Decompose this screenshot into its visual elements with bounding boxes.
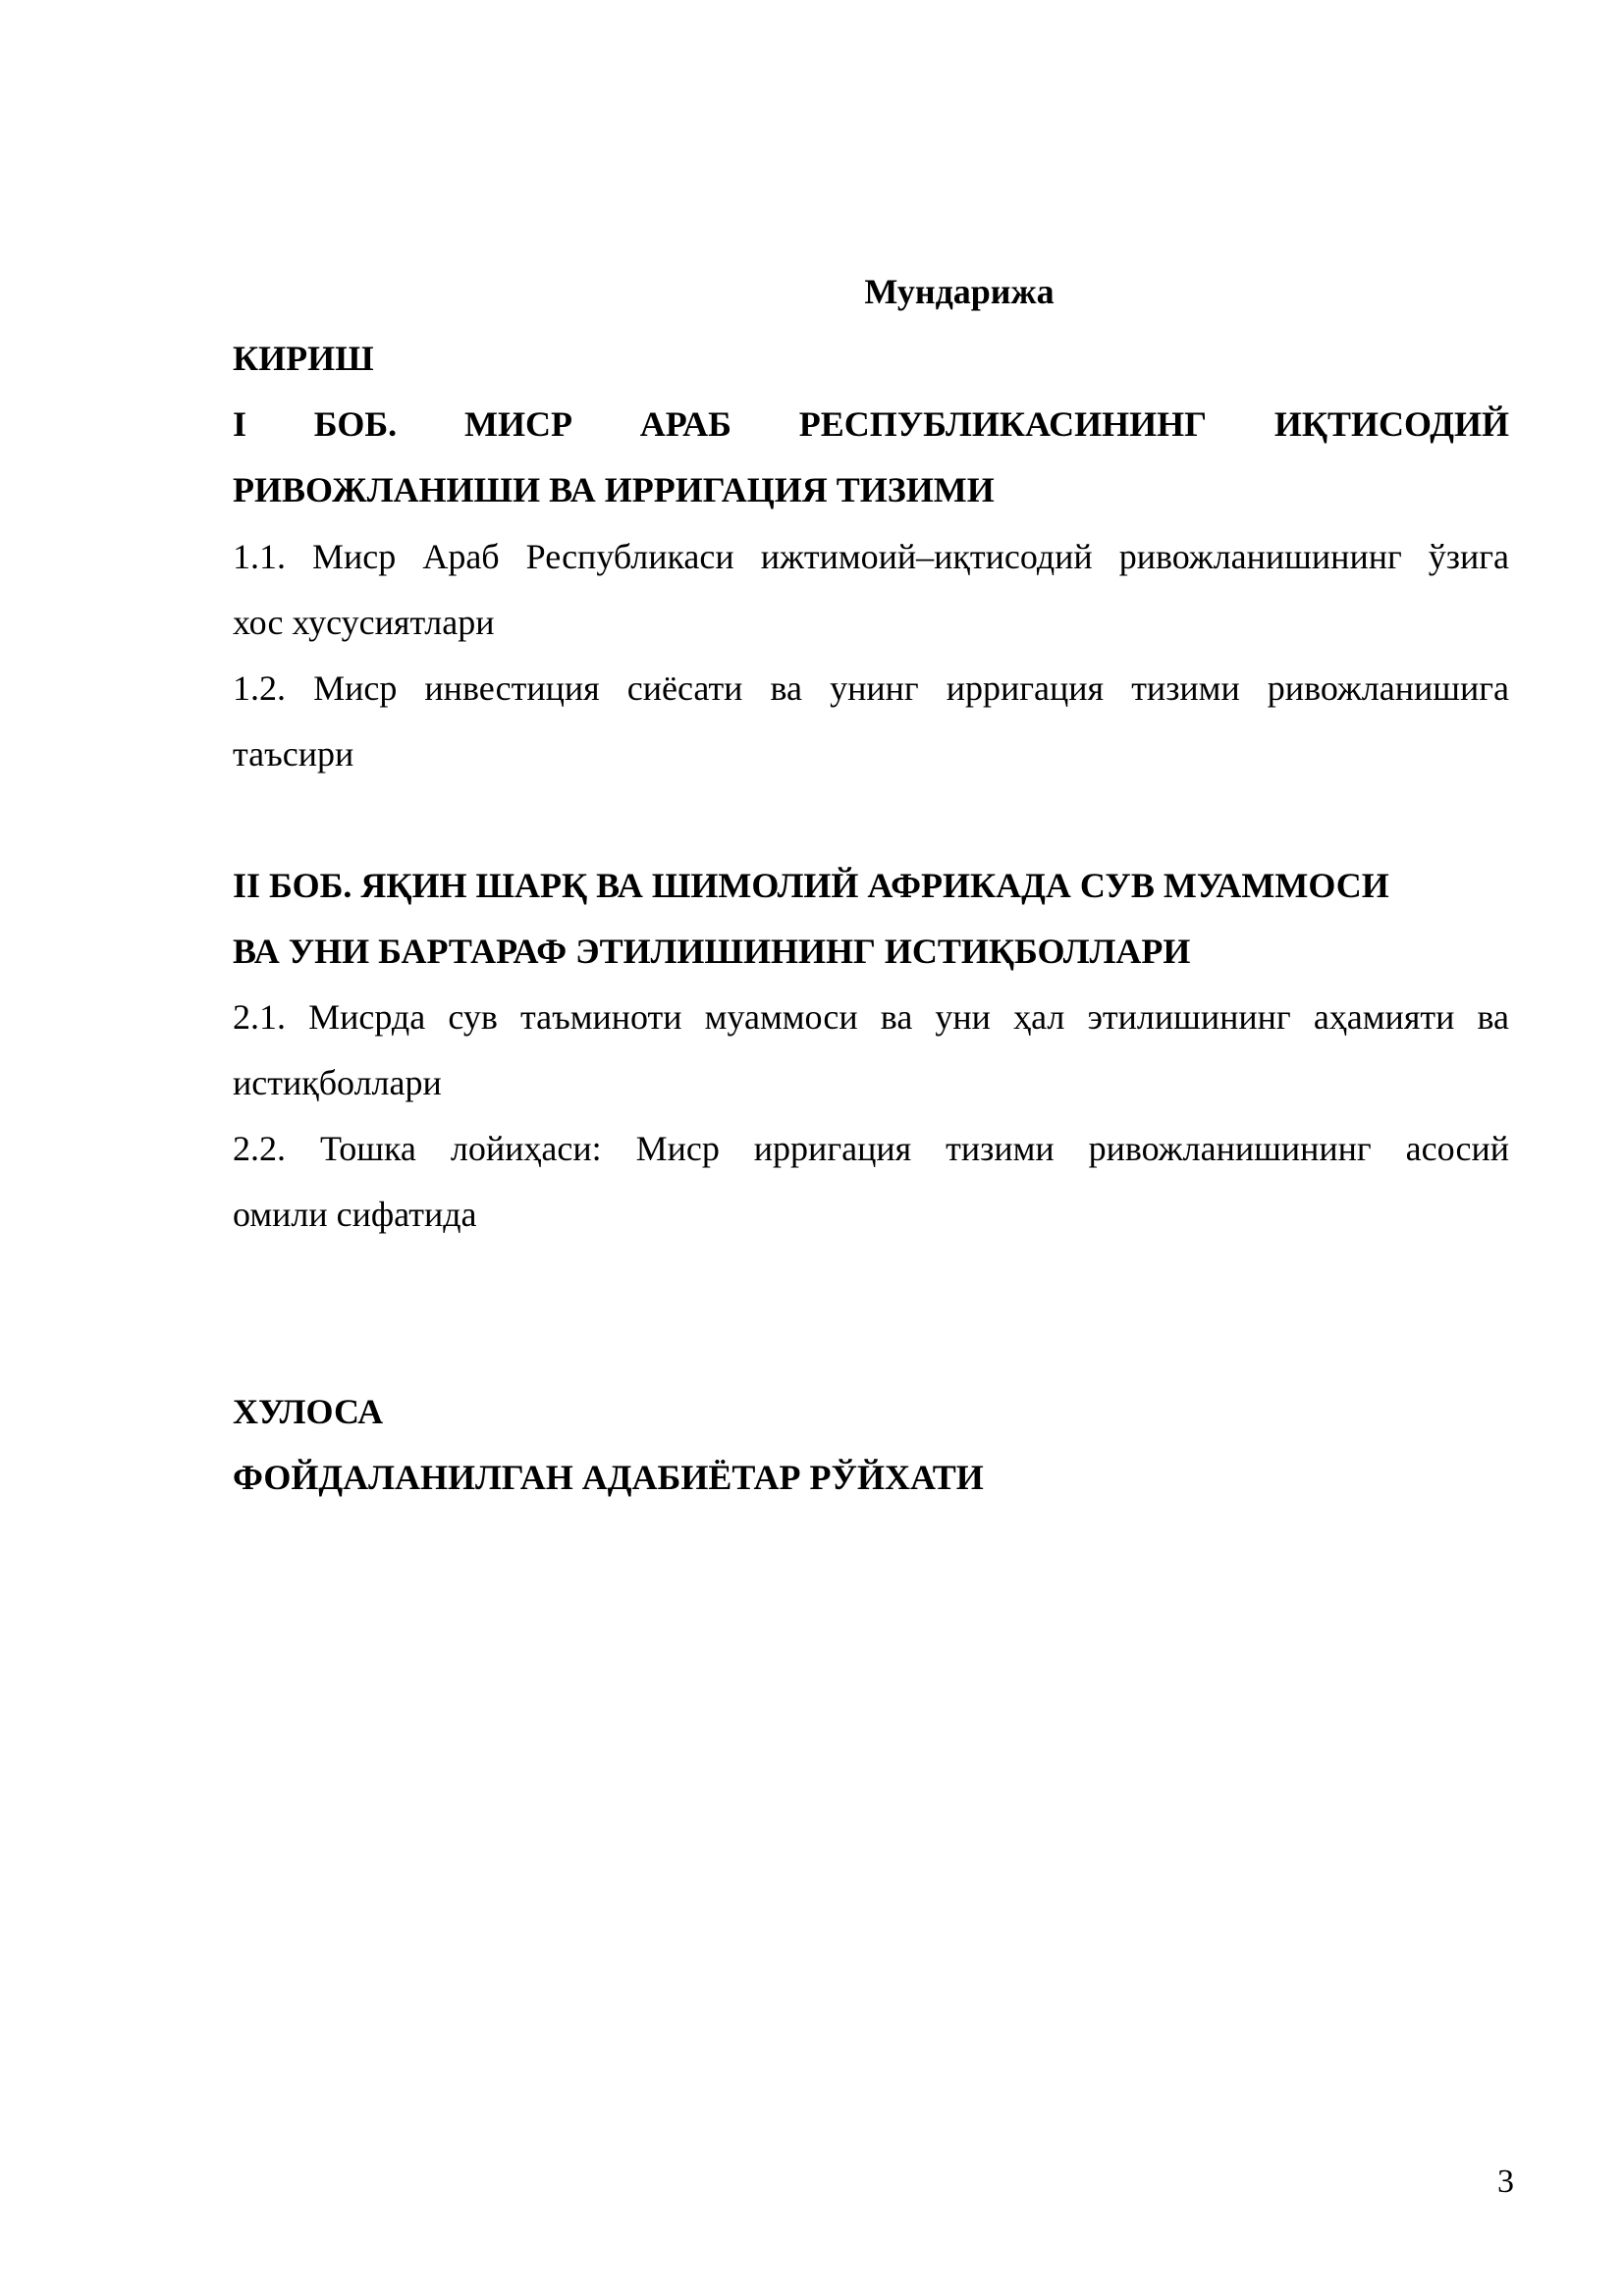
toc-entry-conclusion: ХУЛОСА (233, 1392, 384, 1431)
toc-chapter-2-title-line-2: ВА УНИ БАРТАРАФ ЭТИЛИШИНИНГ ИСТИҚБОЛЛАРИ (233, 932, 1191, 971)
toc-section-2-1-line-2: истиқболлари (233, 1063, 442, 1102)
toc-section-1-2-line-2: таъсири (233, 734, 354, 774)
page-number: 3 (1497, 2163, 1514, 2200)
toc-chapter-2-title-line-1: II БОБ. ЯҚИН ШАРҚ ВА ШИМОЛИЙ АФРИКАДА СУВ МУАММОСИ (233, 866, 1389, 905)
toc-chapter-1-title-line-2: РИВОЖЛАНИШИ ВА ИРРИГАЦИЯ ТИЗИМИ (233, 470, 995, 509)
toc-entry-references: ФОЙДАЛАНИЛГАН АДАБИЁТАР РЎЙХАТИ (233, 1458, 984, 1497)
toc-section-2-1-line-1: 2.1. Мисрда сув таъминоти муаммоси ва уни ҳал этилишининг аҳамияти ва (233, 997, 1509, 1037)
toc-title: Мундарижа (864, 272, 1055, 311)
toc-entry-introduction: КИРИШ (233, 339, 374, 378)
toc-section-1-1-line-2: хос хусусиятлари (233, 603, 495, 642)
toc-section-2-2-line-2: омили сифатида (233, 1195, 477, 1234)
toc-section-2-2-line-1: 2.2. Тошка лойиҳаси: Миср ирригация тизими ривожланишининг асосий (233, 1129, 1509, 1168)
toc-section-1-1-line-1: 1.1. Миср Араб Республикаси ижтимоий–иқтисодий ривожланишининг ўзига (233, 537, 1509, 576)
toc-section-1-2-line-1: 1.2. Миср инвестиция сиёсати ва унинг ирригация тизими ривожланишига (233, 668, 1509, 708)
toc-chapter-1-title-line-1: I БОБ. МИСР АРАБ РЕСПУБЛИКАСИНИНГ ИҚТИСОДИЙ (233, 404, 1509, 444)
